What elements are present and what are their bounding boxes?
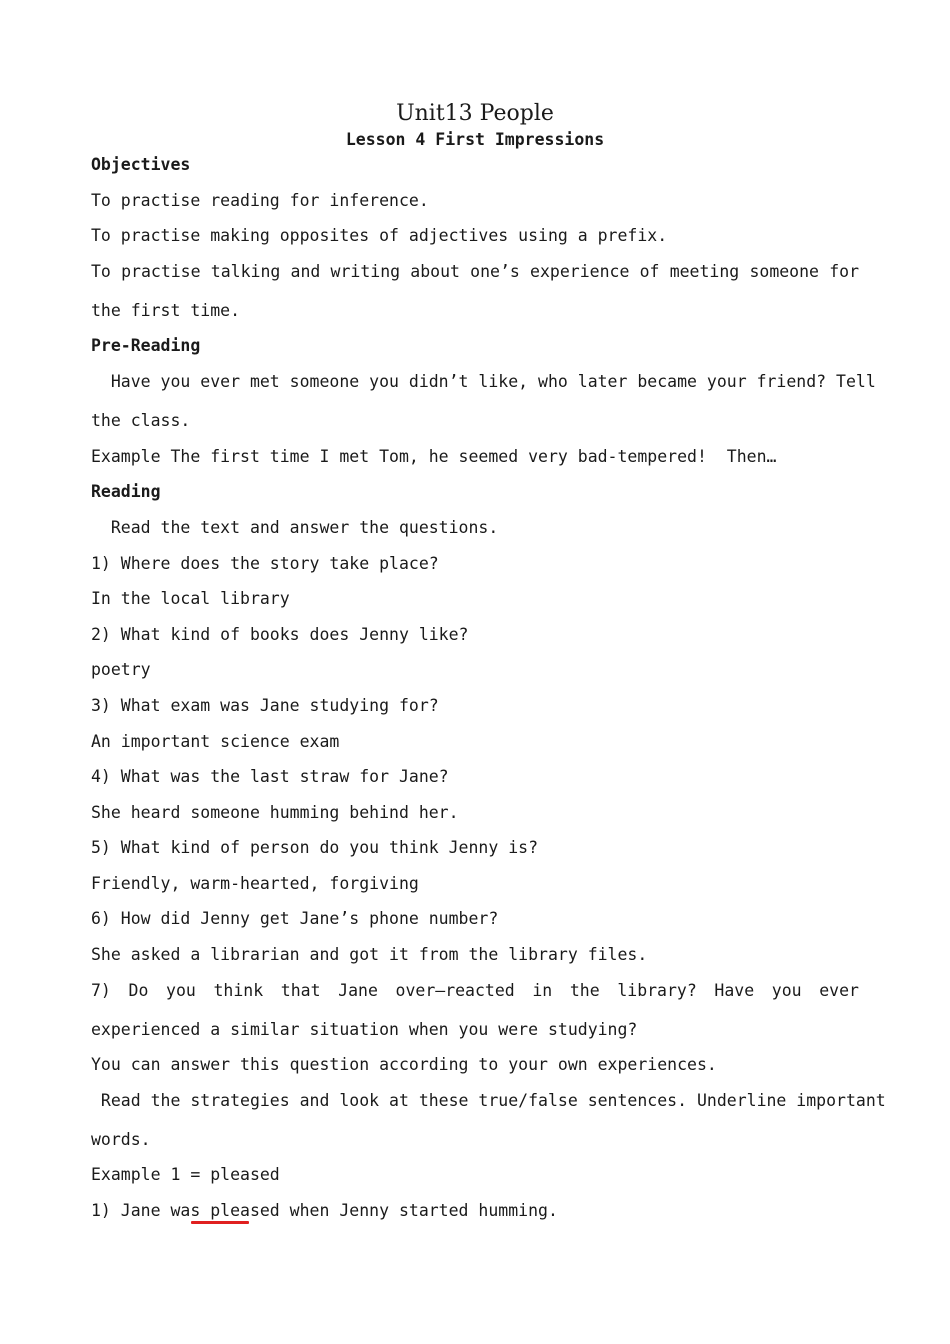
pre-reading-heading: Pre-Reading — [91, 336, 201, 355]
question: 7) Do you think that Jane over–reacted in the library? Have you ever — [91, 981, 859, 1000]
pre-reading-line: Have you ever met someone you didn’t like, who later became your friend? Tell — [91, 372, 876, 391]
objective-line: the first time. — [91, 301, 241, 320]
strategies-instruction: words. — [91, 1130, 151, 1149]
lesson-title: Lesson 4 First Impressions — [345, 130, 605, 149]
example-line: Example 1 = pleased — [91, 1165, 280, 1184]
question: experienced a similar situation when you were studying? — [91, 1020, 638, 1039]
question: 6) How did Jenny get Jane’s phone number? — [91, 909, 499, 928]
question: 4) What was the last straw for Jane? — [91, 767, 449, 786]
answer: Friendly, warm-hearted, forgiving — [91, 874, 419, 893]
objective-line: To practise making opposites of adjectives using a prefix. — [91, 226, 668, 245]
objective-line: To practise talking and writing about one’s experience of meeting someone for — [91, 262, 859, 281]
answer: In the local library — [91, 589, 290, 608]
answer: An important science exam — [91, 732, 340, 751]
question: 1) Where does the story take place? — [91, 554, 439, 573]
question: 5) What kind of person do you think Jenny is? — [91, 838, 539, 857]
answer: You can answer this question according to your own experiences. — [91, 1055, 717, 1074]
pre-reading-example: Example The first time I met Tom, he seemed very bad-tempered! Then… — [91, 447, 777, 466]
pre-reading-line: the class. — [91, 411, 191, 430]
answer: She asked a librarian and got it from the library files. — [91, 945, 648, 964]
question: 2) What kind of books does Jenny like? — [91, 625, 469, 644]
objective-line: To practise reading for inference. — [91, 191, 429, 210]
question: 3) What exam was Jane studying for? — [91, 696, 439, 715]
red-underline-mark — [191, 1221, 249, 1224]
answer: poetry — [91, 660, 151, 679]
true-false-sentence: 1) Jane was pleased when Jenny started humming. — [91, 1201, 558, 1220]
strategies-instruction: Read the strategies and look at these true/false sentences. Underline important — [91, 1091, 886, 1110]
unit-title: Unit13 People — [396, 101, 554, 126]
reading-instruction: Read the text and answer the questions. — [91, 518, 499, 537]
reading-heading: Reading — [91, 482, 161, 501]
objectives-heading: Objectives — [91, 155, 191, 174]
answer: She heard someone humming behind her. — [91, 803, 459, 822]
